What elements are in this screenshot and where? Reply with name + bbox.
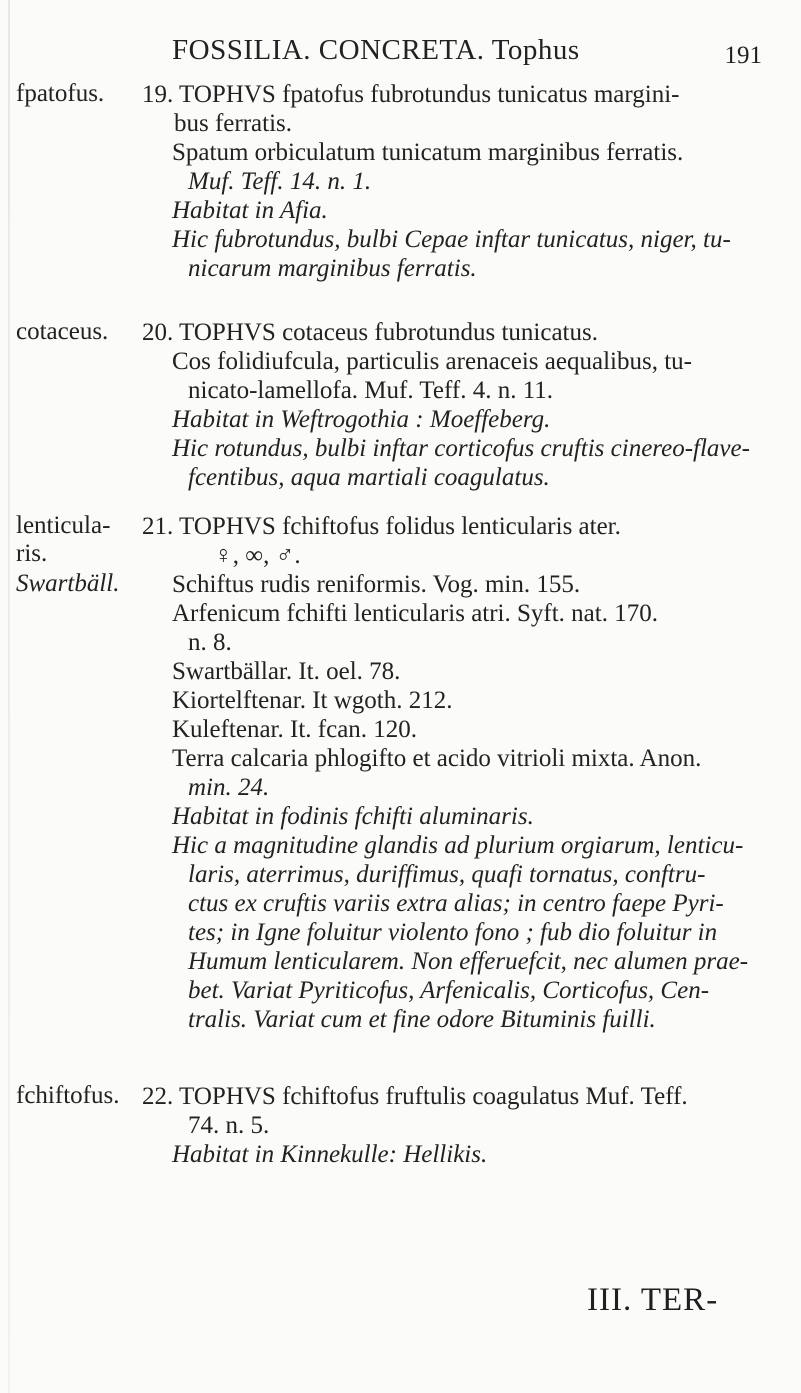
entry-line: Cos folidiufcula, particulis arenaceis aequalibus, tu- xyxy=(172,348,692,375)
entry-line: Humum lenticularem. Non efferuefcit, nec alumen prae- xyxy=(188,948,749,975)
entry-line: Schiftus rudis reniformis. Vog. min. 155. xyxy=(172,571,581,598)
entry-line: bus ferratis. xyxy=(174,110,293,137)
entry-line: Hic fubrotundus, bulbi Cepae inftar tunicatus, niger, tu- xyxy=(172,226,731,253)
entry-line: Kuleftenar. It. fcan. 120. xyxy=(172,716,418,743)
entry-line: Kiortelftenar. It wgoth. 212. xyxy=(172,687,453,714)
entry-line: Habitat in fodinis fchifti aluminaris. xyxy=(172,803,534,830)
page-header xyxy=(172,34,772,74)
entry-line: Hic rotundus, bulbi inftar corticofus cruftis cinereo-flave- xyxy=(172,435,750,462)
entry-line: ctus ex cruftis variis extra alias; in centro faepe Pyri- xyxy=(188,890,724,917)
entry-line: 74. n. 5. xyxy=(188,1112,270,1139)
page-number: 191 xyxy=(724,42,762,69)
entry-line: min. 24. xyxy=(188,774,270,801)
page-gutter-shadow xyxy=(8,0,10,1393)
entry-line: nicarum marginibus ferratis. xyxy=(188,255,477,282)
running-head: FOSSILIA. CONCRETA. Tophus xyxy=(172,34,580,66)
entry-line: tes; in Igne foluitur violento fono ; fub dio foluitur in xyxy=(188,919,718,946)
entry-line: Habitat in Weftrogothia : Moeffeberg. xyxy=(172,406,551,433)
entry-text xyxy=(142,1082,792,1169)
catchword: III. TER- xyxy=(587,1282,719,1318)
entry-line: Hic a magnitudine glandis ad plurium orgiarum, lenticu- xyxy=(172,832,744,859)
entry-line: Terra calcaria phlogifto et acido vitrioli mixta. Anon. xyxy=(172,745,702,772)
entry-text xyxy=(142,318,792,492)
entry-line: tralis. Variat cum et fine odore Bituminis fuilli. xyxy=(188,1006,656,1033)
entry-line: laris, aterrimus, duriffimus, quafi tornatus, conftru- xyxy=(188,861,706,888)
entry-line: Habitat in Kinnekulle: Hellikis. xyxy=(172,1141,488,1168)
entry-line: bet. Variat Pyriticofus, Arfenicalis, Corticofus, Cen- xyxy=(188,977,710,1004)
entry-line: 21. TOPHVS fchiftofus folidus lenticularis ater. xyxy=(142,513,621,540)
entry-line: Swartbällar. It. oel. 78. xyxy=(172,658,401,685)
entry-line: Spatum orbiculatum tunicatum marginibus ferratis. xyxy=(172,139,684,166)
entry-line: n. 8. xyxy=(188,629,232,656)
entry-text xyxy=(142,80,792,283)
entry-text xyxy=(142,512,792,1034)
entry-line: nicato-lamellofa. Muf. Teff. 4. n. 11. xyxy=(188,377,554,404)
entry-line: 20. TOPHVS cotaceus fubrotundus tunicatus. xyxy=(142,319,598,346)
entry-line: Muf. Teff. 14. n. 1. xyxy=(188,168,372,195)
margin-label: lenticula- xyxy=(16,512,111,539)
entry-line: 22. TOPHVS fchiftofus fruftulis coagulatus Muf. Teff. xyxy=(142,1083,688,1110)
margin-label: fpatofus. xyxy=(16,80,105,107)
margin-label: fchiftofus. xyxy=(16,1082,120,1109)
entry-line: 19. TOPHVS fpatofus fubrotundus tunicatus margini- xyxy=(142,81,680,108)
margin-label: cotaceus. xyxy=(16,318,109,345)
entry-line: Habitat in Afia. xyxy=(172,197,328,224)
entry-line: ♀, ∞, ♂. xyxy=(214,542,301,569)
margin-label: ris. xyxy=(16,540,48,567)
entry-line: fcentibus, aqua martiali coagulatus. xyxy=(188,464,550,491)
margin-label: Swartbäll. xyxy=(16,570,120,597)
entry-line: Arfenicum fchifti lenticularis atri. Syft. nat. 170. xyxy=(172,600,658,627)
